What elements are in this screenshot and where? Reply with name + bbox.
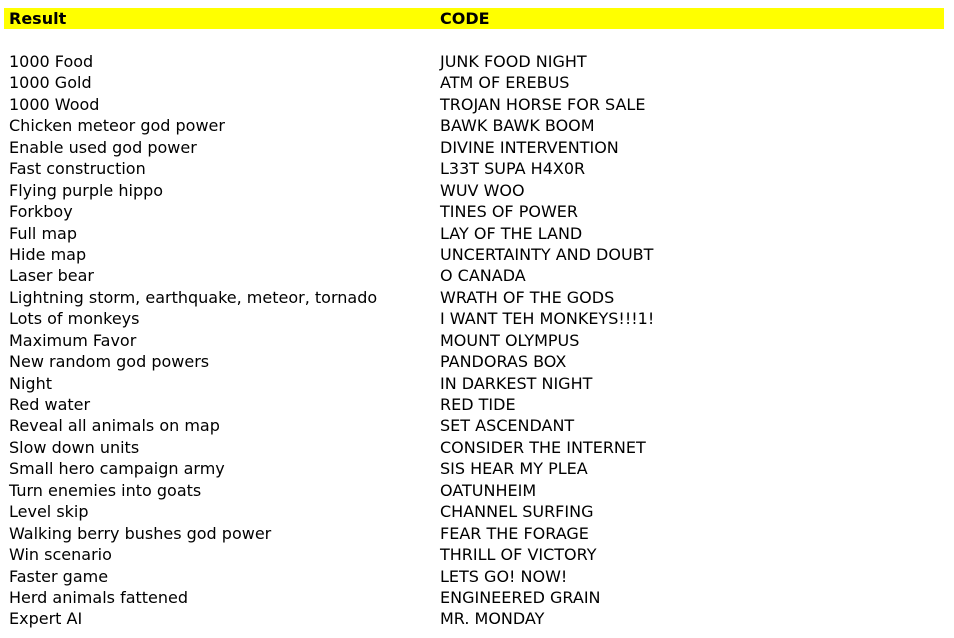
code-cell: SIS HEAR MY PLEA xyxy=(440,459,588,479)
table-row xyxy=(9,265,949,286)
result-cell: Enable used god power xyxy=(9,137,197,157)
table-header-row xyxy=(4,8,944,29)
result-cell: Full map xyxy=(9,223,77,243)
table-row xyxy=(9,351,949,372)
code-cell: LETS GO! NOW! xyxy=(440,566,568,586)
result-cell: Hide map xyxy=(9,244,87,264)
code-cell: O CANADA xyxy=(440,266,526,286)
table-row xyxy=(9,223,949,244)
code-cell: WRATH OF THE GODS xyxy=(440,287,615,307)
code-cell: I WANT TEH MONKEYS!!!1! xyxy=(440,309,655,329)
result-cell: Laser bear xyxy=(9,266,94,286)
table-row xyxy=(9,158,949,179)
code-cell: OATUNHEIM xyxy=(440,480,537,500)
code-cell: UNCERTAINTY AND DOUBT xyxy=(440,244,654,264)
result-cell: 1000 Gold xyxy=(9,73,92,93)
result-cell: Turn enemies into goats xyxy=(9,480,202,500)
table-row xyxy=(9,587,949,608)
code-cell: DIVINE INTERVENTION xyxy=(440,137,619,157)
result-cell: 1000 Food xyxy=(9,52,94,71)
result-cell: Lots of monkeys xyxy=(9,309,140,329)
result-column-header: Result xyxy=(9,9,67,28)
code-cell: SET ASCENDANT xyxy=(440,416,575,436)
result-cell: Fast construction xyxy=(9,159,146,179)
table-row xyxy=(9,544,949,565)
result-cell: Maximum Favor xyxy=(9,330,137,350)
result-cell: Faster game xyxy=(9,566,109,586)
table-row xyxy=(9,437,949,458)
table-row xyxy=(9,72,949,93)
table-row xyxy=(9,415,949,436)
code-cell: LAY OF THE LAND xyxy=(440,223,583,243)
table-row xyxy=(9,501,949,522)
table-row xyxy=(9,458,949,479)
code-column-header: CODE xyxy=(440,9,490,28)
table-row xyxy=(9,566,949,587)
code-cell: IN DARKEST NIGHT xyxy=(440,373,593,393)
table-row xyxy=(9,94,949,115)
result-cell: Red water xyxy=(9,395,91,414)
result-cell: Level skip xyxy=(9,502,89,522)
code-cell: FEAR THE FORAGE xyxy=(440,523,589,543)
code-cell: L33T SUPA H4X0R xyxy=(440,159,586,179)
table-row xyxy=(9,523,949,544)
code-cell: BAWK BAWK BOOM xyxy=(440,116,595,136)
table-row xyxy=(9,201,949,222)
table-row xyxy=(9,394,949,415)
result-cell: Slow down units xyxy=(9,437,140,457)
table-row xyxy=(9,308,949,329)
table-row xyxy=(9,244,949,265)
code-cell: RED TIDE xyxy=(440,395,516,414)
table-row xyxy=(9,287,949,308)
result-cell: Walking berry bushes god power xyxy=(9,523,272,543)
result-cell: Expert AI xyxy=(9,609,83,629)
code-cell: MR. MONDAY xyxy=(440,609,545,629)
result-cell: Win scenario xyxy=(9,545,112,565)
code-cell: MOUNT OLYMPUS xyxy=(440,330,580,350)
code-cell: WUV WOO xyxy=(440,180,525,200)
table-row xyxy=(9,480,949,501)
table-row xyxy=(9,608,949,629)
table-row xyxy=(9,137,949,158)
table-row xyxy=(9,373,949,394)
code-cell: JUNK FOOD NIGHT xyxy=(440,52,587,71)
result-cell: Night xyxy=(9,373,52,393)
result-cell: Herd animals fattened xyxy=(9,587,189,607)
result-cell: Chicken meteor god power xyxy=(9,116,225,136)
code-cell: ATM OF EREBUS xyxy=(440,73,570,93)
table-row xyxy=(9,115,949,136)
code-cell: TINES OF POWER xyxy=(440,202,578,222)
result-cell: Flying purple hippo xyxy=(9,180,164,200)
code-cell: CHANNEL SURFING xyxy=(440,502,594,522)
result-cell: Small hero campaign army xyxy=(9,459,225,479)
code-cell: PANDORAS BOX xyxy=(440,352,567,372)
table-row xyxy=(9,51,949,72)
result-cell: Lightning storm, earthquake, meteor, tornado xyxy=(9,287,378,307)
result-cell: New random god powers xyxy=(9,352,210,372)
code-cell: TROJAN HORSE FOR SALE xyxy=(440,94,646,114)
table-row xyxy=(9,180,949,201)
table-body xyxy=(9,51,949,630)
result-cell: Reveal all animals on map xyxy=(9,416,220,436)
code-cell: ENGINEERED GRAIN xyxy=(440,587,601,607)
code-cell: CONSIDER THE INTERNET xyxy=(440,437,646,457)
result-cell: 1000 Wood xyxy=(9,94,100,114)
table-row xyxy=(9,330,949,351)
code-cell: THRILL OF VICTORY xyxy=(440,545,597,565)
result-cell: Forkboy xyxy=(9,202,73,222)
